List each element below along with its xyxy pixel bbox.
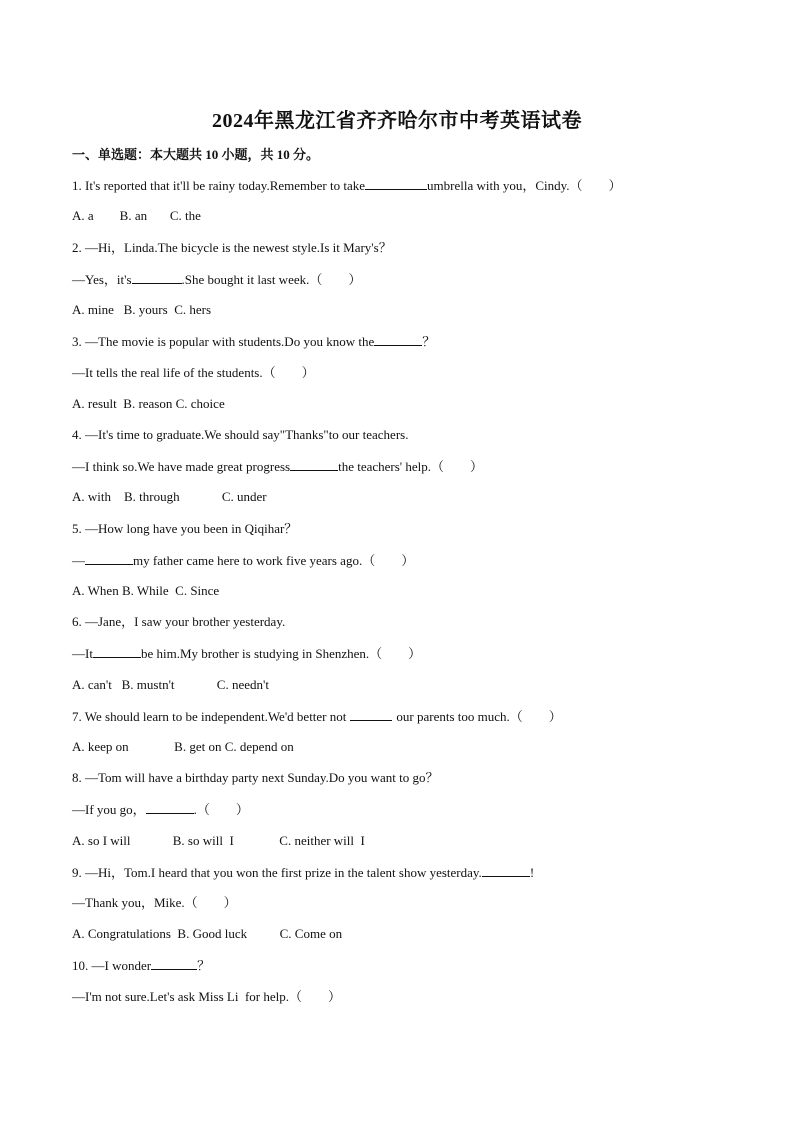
section-heading: 一、单选题：本大题共 10 小题，共 10 分。	[72, 147, 320, 162]
dialogue-line: —If you go， .（ ）	[72, 802, 249, 817]
answer-blank	[350, 708, 392, 721]
answer-blank	[146, 801, 194, 814]
answer-blank	[290, 458, 338, 471]
question-line: 7. We should learn to be independent.We'd better not our parents too much.（ ）	[72, 709, 562, 724]
answer-blank	[151, 957, 197, 970]
options-line: A. can't B. mustn't C. needn't	[72, 677, 269, 692]
question-line: 1. It's reported that it'll be rainy today.Remember to take umbrella with you，Cindy.（ ）	[72, 178, 622, 193]
options-line: A. result B. reason C. choice	[72, 396, 225, 411]
answer-blank	[365, 177, 427, 190]
answer-blank	[85, 552, 133, 565]
answer-blank	[374, 333, 422, 346]
question-line: 2. —Hi，Linda.The bicycle is the newest style.Is it Mary's？	[72, 240, 392, 255]
dialogue-line: — my father came here to work five years ago.（ ）	[72, 553, 415, 568]
answer-blank	[482, 864, 530, 877]
options-line: A. with B. through C. under	[72, 489, 267, 504]
question-line: 9. —Hi，Tom.I heard that you won the first prize in the talent show yesterday. !	[72, 865, 535, 880]
question-line: 10. —I wonder ？	[72, 958, 211, 973]
options-line: A. so I will B. so will I C. neither will I	[72, 833, 365, 848]
page-title: 2024年黑龙江省齐齐哈尔市中考英语试卷	[212, 110, 582, 132]
dialogue-line: —It be him.My brother is studying in Shenzhen.（ ）	[72, 646, 422, 661]
options-line: A. keep on B. get on C. depend on	[72, 739, 294, 754]
dialogue-line: —Yes，it's .She bought it last week.（ ）	[72, 272, 362, 287]
dialogue-line: —I'm not sure.Let's ask Miss Li for help.（ ）	[72, 989, 341, 1004]
options-line: A. mine B. yours C. hers	[72, 302, 212, 317]
question-line: 6. —Jane，I saw your brother yesterday.	[72, 614, 286, 629]
dialogue-line: —It tells the real life of the students.（ ）	[72, 365, 315, 380]
dialogue-line: —I think so.We have made great progress the teachers' help.（ ）	[72, 459, 484, 474]
question-line: 5. —How long have you been in Qiqihar？	[72, 521, 298, 536]
options-line: A. Congratulations B. Good luck C. Come on	[72, 926, 343, 941]
options-line: A. When B. While C. Since	[72, 583, 220, 598]
question-line: 4. —It's time to graduate.We should say"Thanks"to our teachers.	[72, 427, 409, 442]
answer-blank	[93, 645, 141, 658]
dialogue-line: —Thank you，Mike.（ ）	[72, 895, 237, 910]
options-line: A. a B. an C. the	[72, 208, 201, 223]
answer-blank	[132, 271, 182, 284]
question-line: 3. —The movie is popular with students.Do you know the ？	[72, 334, 436, 349]
question-line: 8. —Tom will have a birthday party next Sunday.Do you want to go？	[72, 770, 439, 785]
